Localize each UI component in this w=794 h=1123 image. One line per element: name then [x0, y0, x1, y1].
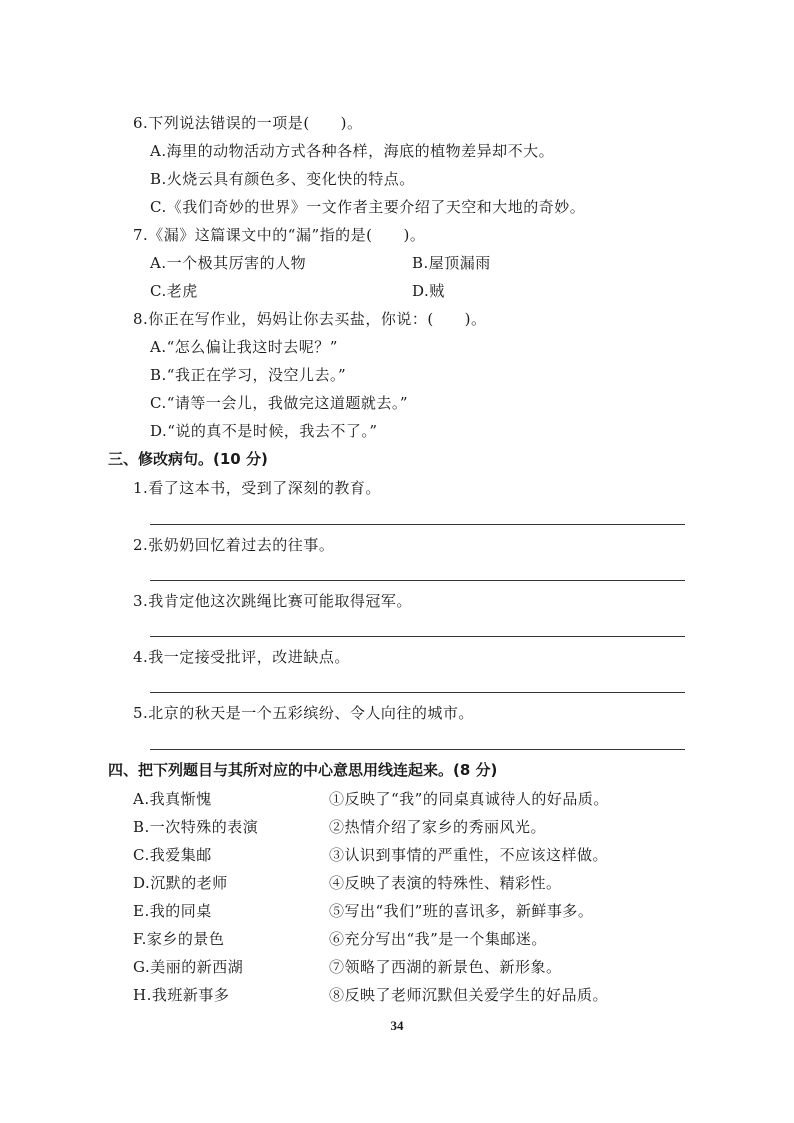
answer-line-5[interactable] [150, 749, 685, 750]
meaning-5[interactable]: ⑤写出“我们”班的喜讯多，新鲜事多。 [329, 902, 594, 920]
sentence-2: 2.张奶奶回忆着过去的往事。 [133, 536, 335, 554]
question-8-option-b: B.“我正在学习，没空儿去。” [150, 366, 347, 384]
question-7-option-c: C.老虎 [150, 282, 198, 300]
question-6-stem: 6.下列说法错误的一项是( )。 [133, 114, 363, 132]
sentence-5: 5.北京的秋天是一个五彩缤纷、令人向往的城市。 [133, 704, 474, 722]
title-f[interactable]: F.家乡的景色 [133, 930, 225, 948]
answer-line-3[interactable] [150, 636, 685, 637]
question-6-option-a: A.海里的动物活动方式各种各样，海底的植物差异却不大。 [150, 142, 555, 160]
question-6-option-c: C.《我们奇妙的世界》一文作者主要介绍了天空和大地的奇妙。 [150, 198, 586, 216]
sentence-1: 1.看了这本书，受到了深刻的教育。 [133, 479, 381, 497]
title-e[interactable]: E.我的同桌 [133, 902, 212, 920]
answer-line-2[interactable] [150, 580, 685, 581]
sentence-4: 4.我一定接受批评，改进缺点。 [133, 648, 350, 666]
page-number: 34 [390, 1018, 404, 1033]
title-b[interactable]: B.一次特殊的表演 [133, 818, 259, 836]
meaning-1[interactable]: ①反映了“我”的同桌真诚待人的好品质。 [329, 790, 609, 808]
meaning-8[interactable]: ⑧反映了老师沉默但关爱学生的好品质。 [329, 986, 609, 1004]
question-8-stem: 8.你正在写作业，妈妈让你去买盐，你说：( )。 [133, 310, 487, 328]
question-8-option-a: A.“怎么偏让我这时去呢？” [150, 338, 338, 356]
title-d[interactable]: D.沉默的老师 [133, 874, 228, 892]
question-7-stem: 7.《漏》这篇课文中的“漏”指的是( )。 [133, 226, 426, 244]
question-8-option-d: D.“说的真不是时候，我去不了。” [150, 422, 378, 440]
question-7-option-a: A.一个极其厉害的人物 [150, 254, 307, 272]
meaning-2[interactable]: ②热情介绍了家乡的秀丽风光。 [329, 818, 547, 836]
section-4-heading: 四、把下列题目与其所对应的中心意思用线连起来。(8 分) [108, 761, 498, 779]
meaning-3[interactable]: ③认识到事情的严重性，不应该这样做。 [329, 846, 609, 864]
title-g[interactable]: G.美丽的新西湖 [133, 958, 244, 976]
section-3-heading: 三、修改病句。(10 分) [108, 450, 268, 468]
meaning-4[interactable]: ④反映了表演的特殊性、精彩性。 [329, 874, 562, 892]
title-a[interactable]: A.我真惭愧 [133, 790, 212, 808]
question-6-option-b: B.火烧云具有颜色多、变化快的特点。 [150, 170, 415, 188]
sentence-3: 3.我肯定他这次跳绳比赛可能取得冠军。 [133, 592, 412, 610]
title-c[interactable]: C.我爱集邮 [133, 846, 212, 864]
question-7-option-d: D.贼 [412, 282, 445, 300]
title-h[interactable]: H.我班新事多 [133, 986, 230, 1004]
question-8-option-c: C.“请等一会儿，我做完这道题就去。” [150, 394, 409, 412]
answer-line-4[interactable] [150, 692, 685, 693]
meaning-7[interactable]: ⑦领略了西湖的新景色、新形象。 [329, 958, 562, 976]
question-7-option-b: B.屋顶漏雨 [412, 254, 491, 272]
meaning-6[interactable]: ⑥充分写出“我”是一个集邮迷。 [329, 930, 547, 948]
answer-line-1[interactable] [150, 524, 685, 525]
